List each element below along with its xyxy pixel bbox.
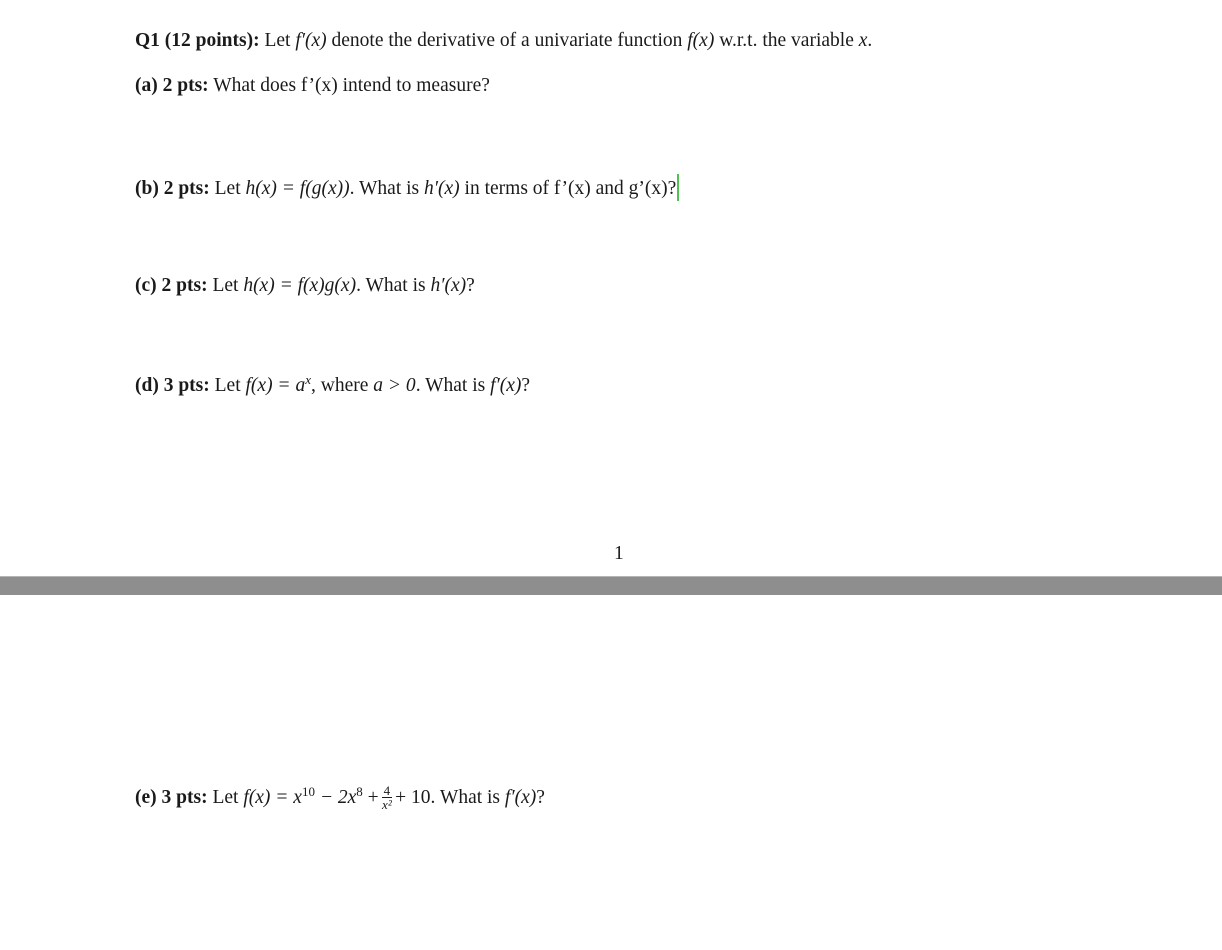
b-text-3: in terms of f’(x) and g’(x)? <box>464 178 677 199</box>
math-fprime: f′(x) <box>295 30 327 51</box>
b-text-1: Let <box>214 178 241 199</box>
e-text-1: Let <box>212 787 239 808</box>
d-label: (d) 3 pts: <box>135 375 210 396</box>
question-d <box>135 374 530 398</box>
e-label: (e) 3 pts: <box>135 787 208 808</box>
math-hprime: h′(x) <box>424 178 460 199</box>
math-e-expression <box>243 783 431 812</box>
math-f-eq-ax <box>245 372 312 396</box>
q1-period: . <box>867 30 873 51</box>
math-h-eq-fgx: h(x) = f(g(x)) <box>245 178 350 199</box>
math-h-eq-fxgx: h(x) = f(x)g(x) <box>243 275 357 296</box>
math-a-gt-0: a > 0 <box>373 375 416 396</box>
math-fx: f(x) <box>687 30 715 51</box>
fraction-numerator: 4 <box>383 783 391 798</box>
math-e-tail: + 10 <box>395 787 431 808</box>
math-f-eq-base: f(x) = a <box>245 375 306 396</box>
c-label: (c) 2 pts: <box>135 275 208 296</box>
q1-text-2: denote the derivative of a univariate function <box>331 30 683 51</box>
math-e-exp10: 10 <box>301 784 315 799</box>
q1-text-1: Let <box>264 30 291 51</box>
c-text-2: . What is <box>356 275 426 296</box>
math-fraction <box>382 784 393 811</box>
d-text-3: . What is <box>415 375 486 396</box>
page-separator <box>0 576 1222 595</box>
e-text-2: . What is <box>430 787 501 808</box>
math-hprime-c: h′(x) <box>430 275 467 296</box>
q1-label: Q1 (12 points): <box>135 30 260 51</box>
math-x: x <box>858 30 868 51</box>
a-text: What does f’(x) intend to measure? <box>213 75 490 96</box>
math-e-lhs: f(x) = x <box>243 787 302 808</box>
c-text-3: ? <box>466 275 475 296</box>
question-q1 <box>135 29 872 53</box>
math-exponent-x: x <box>305 372 311 387</box>
c-text-1: Let <box>212 275 239 296</box>
question-a <box>135 74 490 98</box>
q1-text-3: w.r.t. the variable <box>719 30 854 51</box>
e-text-3: ? <box>536 787 545 808</box>
math-fprime-d: f′(x) <box>490 375 522 396</box>
math-e-plus: + <box>362 787 379 808</box>
d-text-4: ? <box>521 375 531 396</box>
question-c <box>135 274 475 298</box>
b-text-2: . What is <box>349 178 420 199</box>
page-number: 1 <box>614 543 624 564</box>
d-text-1: Let <box>214 375 241 396</box>
math-e-mid: − 2x <box>314 787 357 808</box>
fraction-denominator: x² <box>382 797 392 812</box>
d-text-2: , where <box>311 375 369 396</box>
a-label: (a) 2 pts: <box>135 75 209 96</box>
b-label: (b) 2 pts: <box>135 178 210 199</box>
question-e <box>135 784 545 811</box>
question-b[interactable] <box>135 174 679 201</box>
text-cursor <box>677 174 679 201</box>
pdf-page-2 <box>0 595 1222 950</box>
math-fprime-e: f′(x) <box>504 787 537 808</box>
math-e-exp8: 8 <box>356 784 363 799</box>
